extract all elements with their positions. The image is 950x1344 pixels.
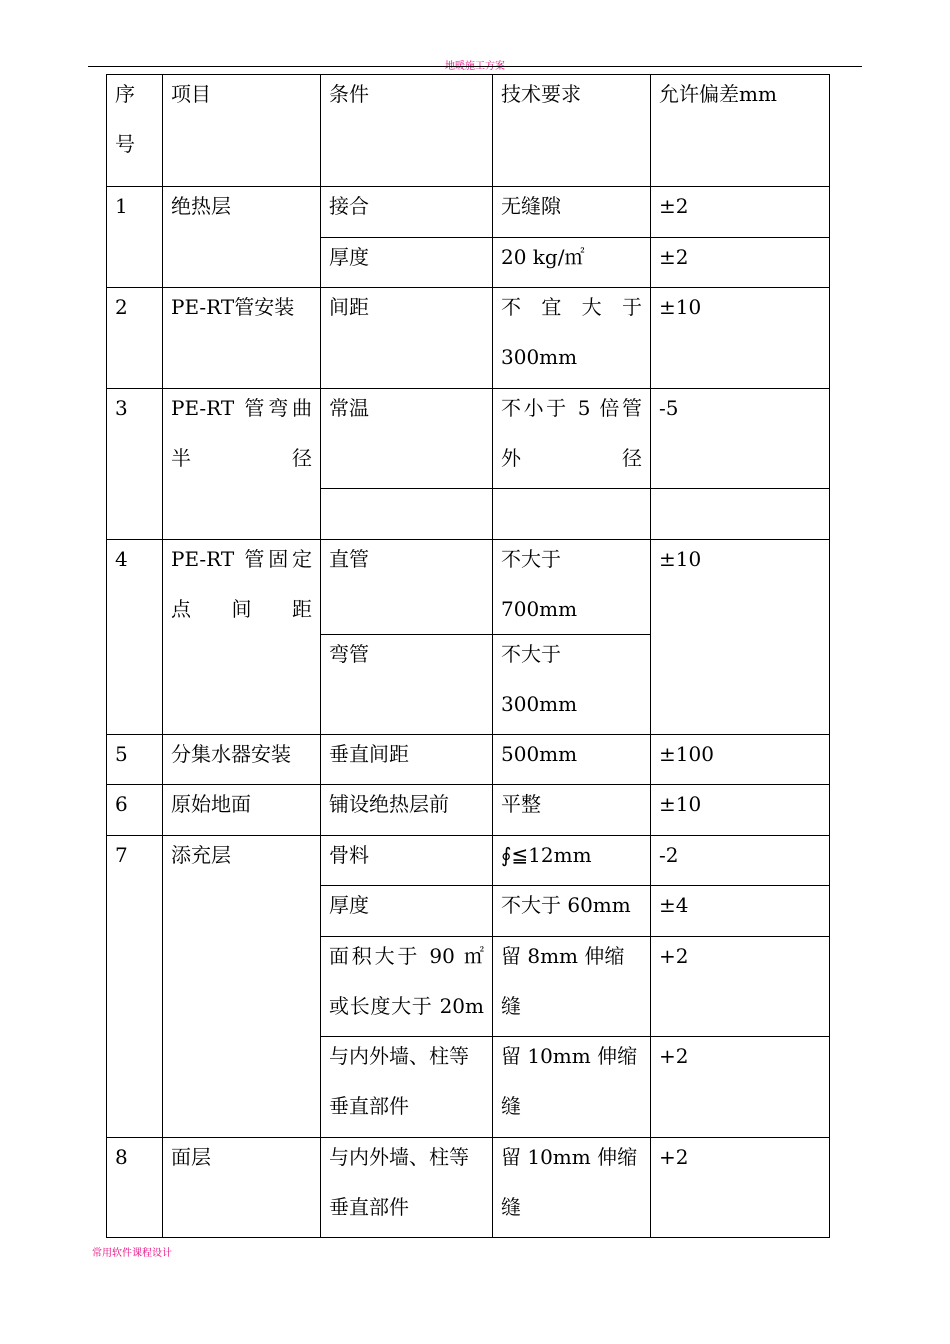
requirement-cell: 无缝隙 bbox=[493, 187, 651, 238]
requirement-cell: ∮≦12mm bbox=[493, 836, 651, 886]
requirement-cell bbox=[493, 489, 651, 540]
header-tolerance: 允许偏差mm bbox=[651, 75, 830, 187]
seq-cell: 6 bbox=[107, 785, 163, 836]
condition-cell: 间距 bbox=[321, 288, 493, 389]
item-cell: 分集水器安装 bbox=[163, 735, 321, 785]
item-cell: 绝热层 bbox=[163, 187, 321, 288]
header-requirement: 技术要求 bbox=[493, 75, 651, 187]
tolerance-cell: ±2 bbox=[651, 187, 830, 238]
seq-cell: 5 bbox=[107, 735, 163, 785]
seq-cell: 8 bbox=[107, 1138, 163, 1238]
header-rule bbox=[88, 66, 862, 67]
tolerance-cell: ±2 bbox=[651, 238, 830, 288]
condition-cell: 弯管 bbox=[321, 635, 493, 735]
requirement-cell: 500mm bbox=[493, 735, 651, 785]
item-cell: 原始地面 bbox=[163, 785, 321, 836]
tolerance-cell: +2 bbox=[651, 1037, 830, 1138]
header-condition: 条件 bbox=[321, 75, 493, 187]
tolerance-cell: ±10 bbox=[651, 785, 830, 836]
item-cell: PE-RT 管弯曲半径 bbox=[163, 389, 321, 540]
tolerance-cell: ±10 bbox=[651, 540, 830, 735]
requirement-cell: 不 宜 大 于 300mm bbox=[493, 288, 651, 389]
condition-cell bbox=[321, 489, 493, 540]
tolerance-cell: -2 bbox=[651, 836, 830, 886]
seq-cell: 7 bbox=[107, 836, 163, 1138]
item-cell: PE-RT管安装 bbox=[163, 288, 321, 389]
condition-cell: 垂直间距 bbox=[321, 735, 493, 785]
table-row bbox=[107, 540, 830, 635]
seq-cell: 1 bbox=[107, 187, 163, 288]
table-row bbox=[107, 1138, 830, 1238]
condition-cell: 厚度 bbox=[321, 238, 493, 288]
requirement-cell: 留 10mm 伸缩缝 bbox=[493, 1037, 651, 1138]
condition-cell: 骨料 bbox=[321, 836, 493, 886]
tolerance-cell: +2 bbox=[651, 1138, 830, 1238]
requirement-cell: 留 10mm 伸缩缝 bbox=[493, 1138, 651, 1238]
tolerance-cell: +2 bbox=[651, 937, 830, 1037]
footer-text: 常用软件课程设计 bbox=[92, 1248, 172, 1259]
requirement-cell: 不大于 300mm bbox=[493, 635, 651, 735]
table-row bbox=[107, 389, 830, 489]
item-cell: 面层 bbox=[163, 1138, 321, 1238]
requirement-cell: 不小于 5 倍管外径 bbox=[493, 389, 651, 489]
condition-cell: 直管 bbox=[321, 540, 493, 635]
condition-cell: 与内外墙、柱等垂直部件 bbox=[321, 1037, 493, 1138]
condition-cell: 常温 bbox=[321, 389, 493, 489]
requirement-cell: 不大于 60mm bbox=[493, 886, 651, 937]
item-cell: PE-RT 管固定点间距 bbox=[163, 540, 321, 735]
condition-cell: 铺设绝热层前 bbox=[321, 785, 493, 836]
tolerance-cell: -5 bbox=[651, 389, 830, 489]
tolerance-cell: ±4 bbox=[651, 886, 830, 937]
header-title: 地暖施工方案 bbox=[445, 61, 505, 72]
tolerance-cell: ±100 bbox=[651, 735, 830, 785]
condition-cell: 接合 bbox=[321, 187, 493, 238]
table-row bbox=[107, 735, 830, 785]
header-seq: 序号 bbox=[107, 75, 163, 187]
table-row bbox=[107, 288, 830, 389]
header-item: 项目 bbox=[163, 75, 321, 187]
table-header-row bbox=[107, 75, 830, 187]
requirement-cell: 留 8mm 伸缩缝 bbox=[493, 937, 651, 1037]
seq-cell: 4 bbox=[107, 540, 163, 735]
condition-cell: 面积大于 90 ㎡或长度大于 20m bbox=[321, 937, 493, 1037]
tolerance-cell bbox=[651, 489, 830, 540]
condition-cell: 与内外墙、柱等垂直部件 bbox=[321, 1138, 493, 1238]
requirement-cell: 平整 bbox=[493, 785, 651, 836]
seq-cell: 2 bbox=[107, 288, 163, 389]
item-cell: 添充层 bbox=[163, 836, 321, 1138]
condition-cell: 厚度 bbox=[321, 886, 493, 937]
table-row bbox=[107, 187, 830, 238]
table-row bbox=[107, 785, 830, 836]
requirement-cell: 20 kg/㎡ bbox=[493, 238, 651, 288]
seq-cell: 3 bbox=[107, 389, 163, 540]
spec-table bbox=[106, 74, 830, 1238]
table-row bbox=[107, 836, 830, 886]
tolerance-cell: ±10 bbox=[651, 288, 830, 389]
requirement-cell: 不大于 700mm bbox=[493, 540, 651, 635]
